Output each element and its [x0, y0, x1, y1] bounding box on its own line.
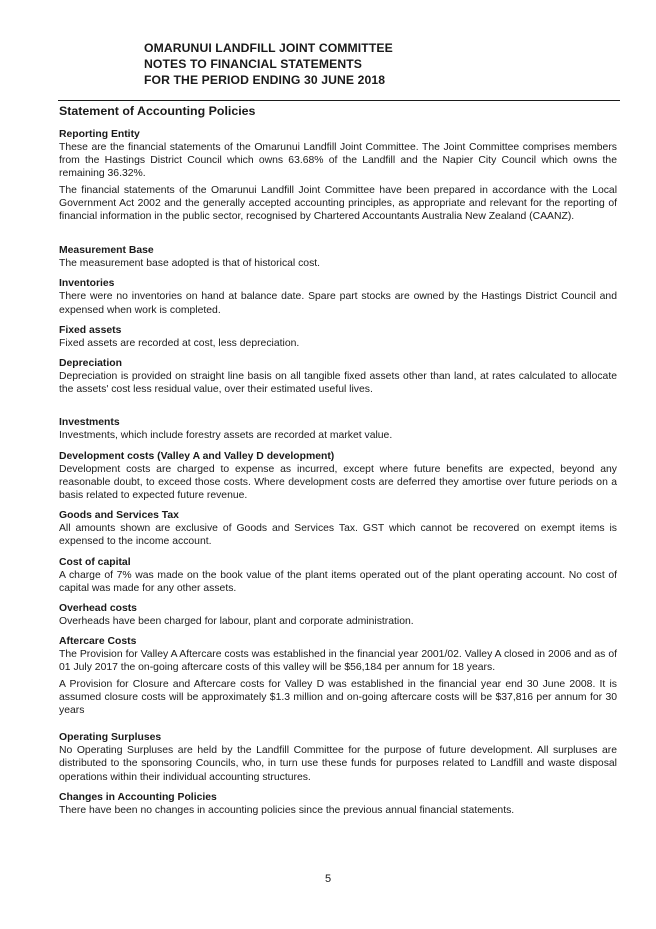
- section-heading: Depreciation: [59, 358, 122, 370]
- section-cost-of-capital: [59, 556, 617, 595]
- section-goods-and-services-tax: [59, 509, 617, 548]
- section-aftercare-costs: [59, 635, 617, 717]
- section-paragraph: Investments, which include forestry assets are recorded at market value.: [59, 430, 393, 442]
- section-paragraph: No Operating Surpluses are held by the Landfill Committee for the purpose of future development. All surpluses are distributed to the sponsoring Councils, who, in turn use these funds for purposes related to Landfill and waste disposal operations within their individual accounting structures.: [59, 745, 617, 783]
- statement-title: Statement of Accounting Policies: [59, 104, 256, 118]
- section-operating-surpluses: [59, 731, 617, 784]
- section-heading: Fixed assets: [59, 324, 122, 336]
- section-paragraph: A Provision for Closure and Aftercare costs for Valley D was established in the financial year end 30 June 2008. It is assumed closure costs will be approximately $1.3 million and on-going aftercare costs will be $37,816 per annum for 30 years: [59, 678, 617, 717]
- section-paragraph: Depreciation is provided on straight line basis on all tangible fixed assets other than land, at rates calculated to allocate the assets' cost less residual value, over their estimated useful lives.: [59, 371, 617, 396]
- section-paragraph: Fixed assets are recorded at cost, less depreciation.: [59, 337, 300, 349]
- section-depreciation: [59, 357, 617, 396]
- section-overhead-costs: [59, 602, 617, 628]
- section-paragraph: A charge of 7% was made on the book value of the plant items operated out of the plant operating account. No cost of capital was made for any other assets.: [59, 569, 617, 594]
- policies-content: [59, 128, 617, 817]
- section-investments: [59, 416, 617, 442]
- section-heading: Reporting Entity: [59, 129, 140, 140]
- section-reporting-entity: [59, 128, 617, 223]
- section-paragraph: The financial statements of the Omarunui Landfill Joint Committee have been prepared in accordance with the Local Government Act 2002 and the generally accepted accounting principles, as appropriate and relevant for the reporting of financial information in the public sector, recognised by Chartered Accountants Australia New Zealand (CAANZ).: [59, 184, 617, 223]
- section-paragraph: The Provision for Valley A Aftercare costs was established in the financial year 2001/02. Valley A closed in 2006 and as of 01 July 2017 the on-going aftercare costs of this valley will be $56,184 per annum for 18 years.: [59, 649, 617, 674]
- section-heading: Goods and Services Tax: [59, 510, 179, 522]
- section-inventories: [59, 277, 617, 316]
- section-heading: Measurement Base: [59, 245, 154, 257]
- section-heading: Inventories: [59, 278, 115, 290]
- section-heading: Overhead costs: [59, 603, 137, 615]
- header-title-line-3: FOR THE PERIOD ENDING 30 JUNE 2018: [144, 72, 386, 87]
- header-divider: [58, 100, 620, 101]
- section-paragraph: Development costs are charged to expense as incurred, except where future benefits are expected, beyond any reasonable doubt, to exceed those costs. Where development costs are deferred they amortise over future periods on a basis related to expected future revenue.: [59, 463, 617, 502]
- header-title-line-2: NOTES TO FINANCIAL STATEMENTS: [144, 56, 362, 71]
- section-paragraph: All amounts shown are exclusive of Goods and Services Tax. GST which cannot be recovered on exempt items is expensed to the income account.: [59, 523, 617, 548]
- document-header: [144, 41, 564, 88]
- section-heading: Changes in Accounting Policies: [59, 791, 217, 803]
- section-paragraph: These are the financial statements of the Omarunui Landfill Joint Committee. The Joint Committee comprises members from the Hastings District Council which owns 63.68% of the Landfill and the Napier City Council which owns the remaining 36.32%.: [59, 142, 617, 180]
- section-paragraph: Overheads have been charged for labour, plant and corporate administration.: [59, 616, 414, 628]
- section-changes-in-accounting-policies: [59, 791, 617, 817]
- section-heading: Development costs (Valley A and Valley D development): [59, 450, 335, 462]
- section-measurement-base: [59, 244, 617, 270]
- section-heading: Cost of capital: [59, 556, 131, 568]
- section-heading: Investments: [59, 417, 120, 429]
- section-paragraph: The measurement base adopted is that of historical cost.: [59, 258, 321, 270]
- header-title-line-1: OMARUNUI LANDFILL JOINT COMMITTEE: [144, 41, 393, 55]
- section-development-costs: [59, 450, 617, 503]
- section-fixed-assets: [59, 324, 617, 350]
- page-number: 5: [324, 873, 332, 885]
- section-paragraph: There have been no changes in accounting policies since the previous annual financial statements.: [59, 804, 515, 816]
- section-heading: Aftercare Costs: [59, 636, 137, 648]
- section-heading: Operating Surpluses: [59, 732, 162, 744]
- section-paragraph: There were no inventories on hand at balance date. Spare part stocks are owned by the Hastings District Council and expensed when work is completed.: [59, 291, 617, 316]
